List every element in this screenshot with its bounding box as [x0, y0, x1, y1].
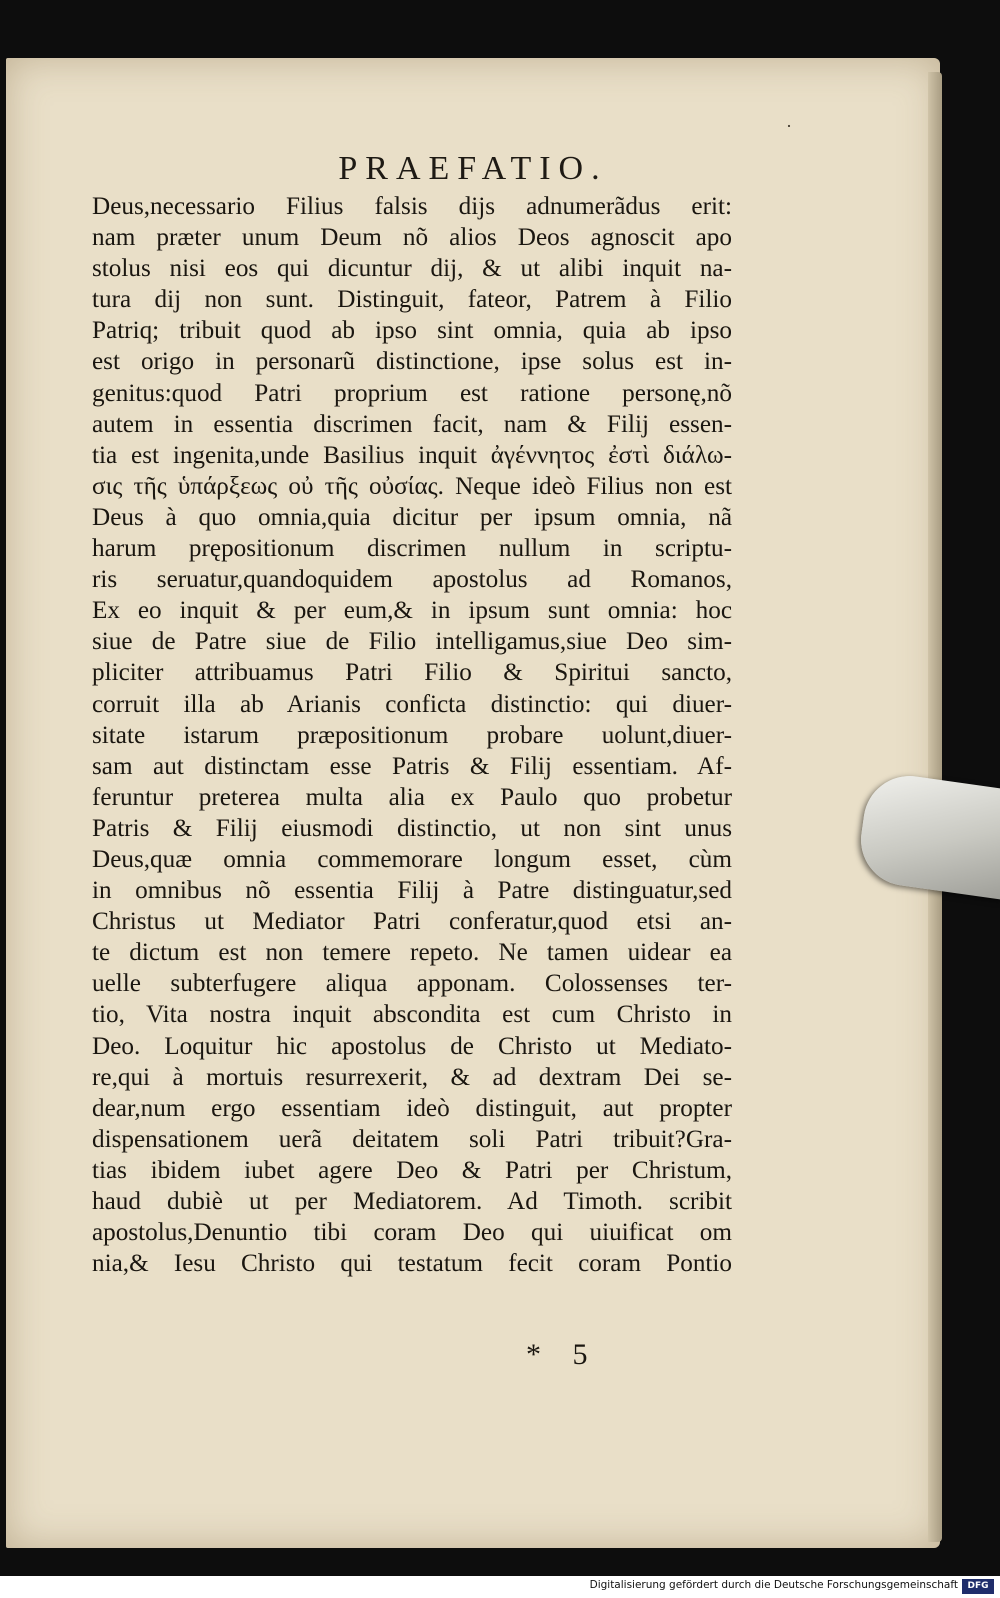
text-line: nam præter unum Deum nõ alios Deos agnoscit apo	[92, 224, 732, 252]
text-line: Deus à quo omnia,quia dicitur per ipsum omnia, nã	[92, 503, 732, 531]
text-line: re,qui à mortuis resurrexerit, & ad dextram Dei se-	[92, 1063, 732, 1091]
text-line: dear,num ergo essentiam ideò distinguit, aut propter	[92, 1094, 732, 1122]
text-line: apostolus,Denuntio tibi coram Deo qui uiuificat om	[92, 1219, 732, 1247]
text-line: haud dubiè ut per Mediatorem. Ad Timoth. scribit	[92, 1188, 732, 1215]
text-line: stolus nisi eos qui dicuntur dij, & ut alibi inquit na-	[92, 255, 732, 283]
text-line: tura dij non sunt. Distinguit, fateor, Patrem à Filio	[92, 286, 732, 314]
text-line: nia,& Iesu Christo qui testatum fecit coram Pontio	[92, 1250, 732, 1278]
text-line: tio, Vita nostra inquit abscondita est cum Christo in	[92, 1001, 732, 1029]
text-line: corruit illa ab Arianis conficta distinctio: qui diuer-	[92, 690, 732, 718]
book-page	[6, 58, 940, 1548]
text-line: est origo in personarũ distinctione, ipse solus est in-	[92, 348, 732, 376]
text-line: harum prępositionum discrimen nullum in scriptu-	[92, 535, 732, 563]
text-line: Patriq; tribuit quod ab ipso sint omnia, quia ab ipso	[92, 317, 732, 345]
text-line: uelle subterfugere aliqua apponam. Colossenses ter-	[92, 970, 732, 998]
text-line: Deo. Loquitur hic apostolus de Christo ut Mediato-	[92, 1032, 732, 1060]
text-line: Patris & Filij eiusmodi distinctio, ut non sint unus	[92, 814, 732, 842]
text-line: tias ibidem iubet agere Deo & Patri per Christum,	[92, 1156, 732, 1184]
footer-bar	[0, 1576, 1000, 1598]
text-line: siue de Patre siue de Filio intelligamus,siue Deo sim-	[92, 628, 732, 656]
ink-speck: ·	[786, 116, 792, 136]
text-line: σις τῆς ὑπάρξεως οὐ τῆς οὐσίας. Neque ideò Filius non est	[92, 472, 732, 500]
text-line: Deus,quæ omnia commemorare longum esset, cùm	[92, 845, 732, 873]
text-line: autem in essentia discrimen facit, nam & Filij essen-	[92, 410, 732, 438]
text-line: in omnibus nõ essentia Filij à Patre distinguatur,sed	[92, 877, 732, 905]
text-line: Deus,necessario Filius falsis dijs adnumerãdus erit:	[92, 193, 732, 220]
text-line: pliciter attribuamus Patri Filio & Spiritui sancto,	[92, 659, 732, 687]
text-line: feruntur preterea multa alia ex Paulo quo probetur	[92, 783, 732, 811]
text-line: te dictum est non temere repeto. Ne tamen uidear ea	[92, 939, 732, 967]
text-line: Christus ut Mediator Patri conferatur,quod etsi an-	[92, 908, 732, 936]
page-text	[92, 191, 732, 1279]
text-line: Ex eo inquit & per eum,& in ipsum sunt omnia: hoc	[92, 597, 732, 625]
dfg-logo: DFG	[962, 1579, 994, 1594]
text-line: tia est ingenita,unde Basilius inquit ἀγέννητος ἐστὶ διάλω-	[92, 441, 732, 469]
text-line: sam aut distinctam esse Patris & Filij essentiam. Af-	[92, 752, 732, 780]
text-line: sitate istarum præpositionum probare uolunt,diuer-	[92, 721, 732, 749]
running-head: PRAEFATIO.	[338, 150, 608, 187]
text-line: ris seruatur,quandoquidem apostolus ad Romanos,	[92, 566, 732, 594]
funding-credit: Digitalisierung gefördert durch die Deutsche Forschungsgemeinschaft	[589, 1579, 958, 1591]
text-line: dispensationem uerã deitatem soli Patri tribuit?Gra-	[92, 1125, 732, 1153]
text-line: genitus:quod Patri proprium est ratione personę,nõ	[92, 379, 732, 407]
signature-mark: * 5	[526, 1338, 600, 1371]
